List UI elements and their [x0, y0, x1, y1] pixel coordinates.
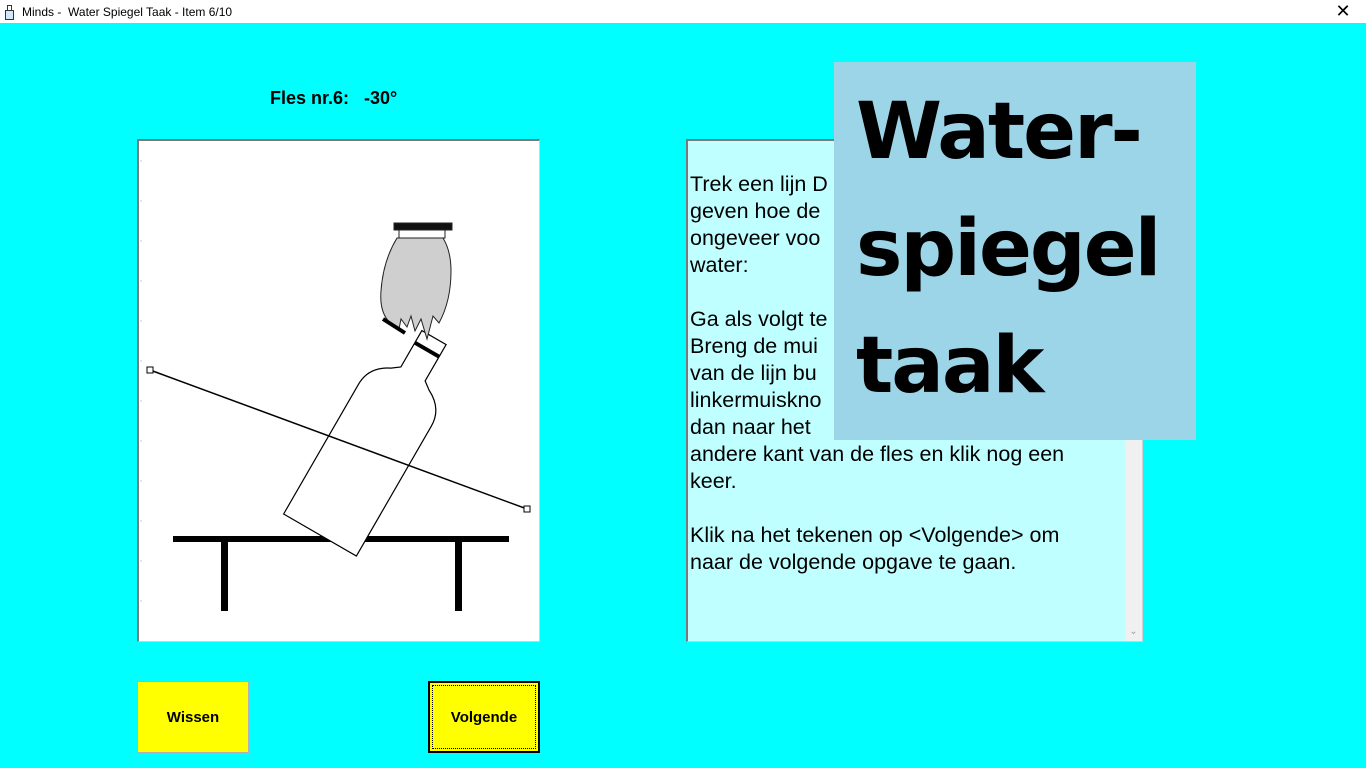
instr-line: Breng de mui	[690, 334, 818, 358]
table-leg-right	[455, 541, 462, 611]
app-bottle-icon	[4, 5, 14, 19]
volgende-button[interactable]: Volgende	[428, 681, 540, 753]
instr-line: andere kant van de fles en klik nog een	[690, 442, 1065, 466]
instr-line: geven hoe de	[690, 199, 821, 223]
instr-line: keer.	[690, 469, 737, 493]
bottle-drawing	[139, 141, 540, 642]
instr-line: ongeveer voo	[690, 226, 821, 250]
hand-icon	[381, 223, 452, 339]
instr-line: van de lijn bu	[690, 361, 817, 385]
left-ruler-ticks	[140, 161, 142, 601]
instr-line: Trek een lijn D	[690, 172, 828, 196]
overlay-line: taak	[856, 321, 1043, 411]
instr-line: water:	[690, 253, 749, 277]
overlay-title	[856, 74, 1159, 425]
table-leg-left	[221, 541, 228, 611]
title-bar	[0, 0, 1366, 23]
bottle	[284, 317, 471, 556]
wissen-button[interactable]: Wissen	[137, 681, 249, 753]
title-overlay	[834, 62, 1196, 440]
instr-line: naar de volgende opgave te gaan.	[690, 550, 1017, 574]
bottle-heading: Fles nr.6: -30°	[270, 88, 398, 108]
instr-line: Klik na het tekenen op <Volgende> om	[690, 523, 1060, 547]
line-handle-start	[147, 367, 153, 373]
close-button[interactable]	[1320, 0, 1366, 23]
instr-line: Ga als volgt te	[690, 307, 828, 331]
scroll-down-icon[interactable]: ⌄	[1129, 626, 1138, 637]
close-icon: ✕	[1335, 1, 1351, 21]
instr-line: dan naar het	[690, 415, 811, 439]
instr-line: linkermuiskno	[690, 388, 822, 412]
overlay-line: spiegel	[856, 204, 1160, 294]
line-handle-end	[524, 506, 530, 512]
drawing-canvas[interactable]	[137, 139, 540, 642]
overlay-line: Water-	[856, 87, 1141, 177]
window-title: Minds - Water Spiegel Taak - Item 6/10	[22, 4, 233, 19]
